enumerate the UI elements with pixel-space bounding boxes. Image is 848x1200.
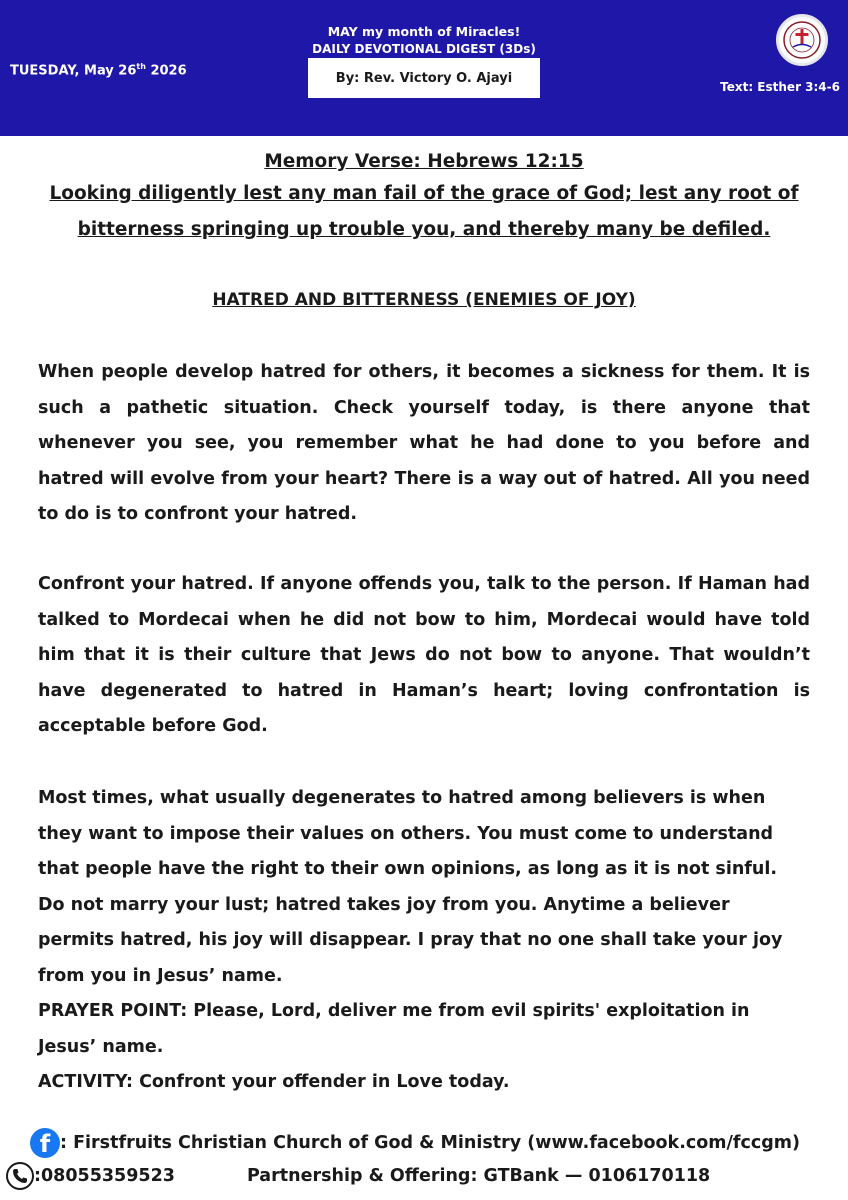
text-reference: Text: Esther 3:4-6 xyxy=(720,80,840,94)
phone-glyph xyxy=(8,1164,32,1188)
prayer-point: PRAYER POINT: Please, Lord, deliver me from evil spirits' exploitation in Jesus’ name. xyxy=(38,1001,750,1057)
phone-number[interactable]: :08055359523 xyxy=(34,1166,175,1186)
church-logo-icon xyxy=(782,20,822,60)
phone-icon[interactable] xyxy=(6,1162,34,1190)
author: By: Rev. Victory O. Ajayi xyxy=(335,70,513,86)
paragraph-3-text: Most times, what usually degenerates to hatred among believers is when they want to impose their values on others. You must come to understand that people have the right to their own opinions, as long as it is not sinful. xyxy=(38,788,777,879)
facebook-line xyxy=(30,1128,800,1158)
paragraph-2 xyxy=(38,567,810,745)
devotional-title: HATRED AND BITTERNESS (ENEMIES OF JOY) xyxy=(212,290,636,310)
paragraph-1-text: When people develop hatred for others, it becomes a sickness for them. It is such a pathetic situation. Check yourself today, is there anyone that whenever you see, you remember what he had done to you before and hatred will evolve from your heart? There is a way out of hatred. All you need to do is to confront your hatred. xyxy=(38,362,810,524)
facebook-icon[interactable]: f xyxy=(30,1128,60,1158)
facebook-text[interactable]: : Firstfruits Christian Church of God & Ministry (www.facebook.com/fccgm) xyxy=(60,1133,800,1153)
date xyxy=(10,62,187,78)
author-box xyxy=(308,58,540,98)
memory-verse-text: Looking diligently lest any man fail of the grace of God; lest any root of bitterness springing up trouble you, and thereby many be defiled. xyxy=(49,183,799,240)
digest-title: DAILY DEVOTIONAL DIGEST (3Ds) xyxy=(312,42,536,56)
date-text: TUESDAY, May 26 xyxy=(10,63,137,79)
paragraph-3-group xyxy=(38,781,810,1101)
memory-verse xyxy=(40,148,808,248)
memory-verse-label: Memory Verse: Hebrews 12:15 xyxy=(264,151,584,172)
paragraph-1 xyxy=(38,355,810,533)
title-block xyxy=(300,24,548,56)
activity: ACTIVITY: Confront your offender in Love today. xyxy=(38,1072,510,1092)
date-superscript: th xyxy=(136,62,146,71)
partnership-offering: Partnership & Offering: GTBank — 0106170118 xyxy=(246,1166,711,1186)
header-banner xyxy=(0,0,848,136)
paragraph-2-text: Confront your hatred. If anyone offends you, talk to the person. If Haman had talked to Mordecai when he did not bow to him, Mordecai would have told him that it is their culture that Jews do not bow to anyone. That wouldn’t have degenerated to hatred in Haman’s heart; loving confrontation is acceptable before God. xyxy=(38,574,810,736)
date-year: 2026 xyxy=(145,63,187,79)
paragraph-4-text: Do not marry your lust; hatred takes joy from you. Anytime a believer permits hatred, his joy will disappear. I pray that no one shall take your joy from you in Jesus’ name. xyxy=(38,894,783,986)
month-title: MAY my month of Miracles! xyxy=(327,24,521,39)
church-logo xyxy=(776,14,828,66)
contact-line xyxy=(6,1162,710,1190)
